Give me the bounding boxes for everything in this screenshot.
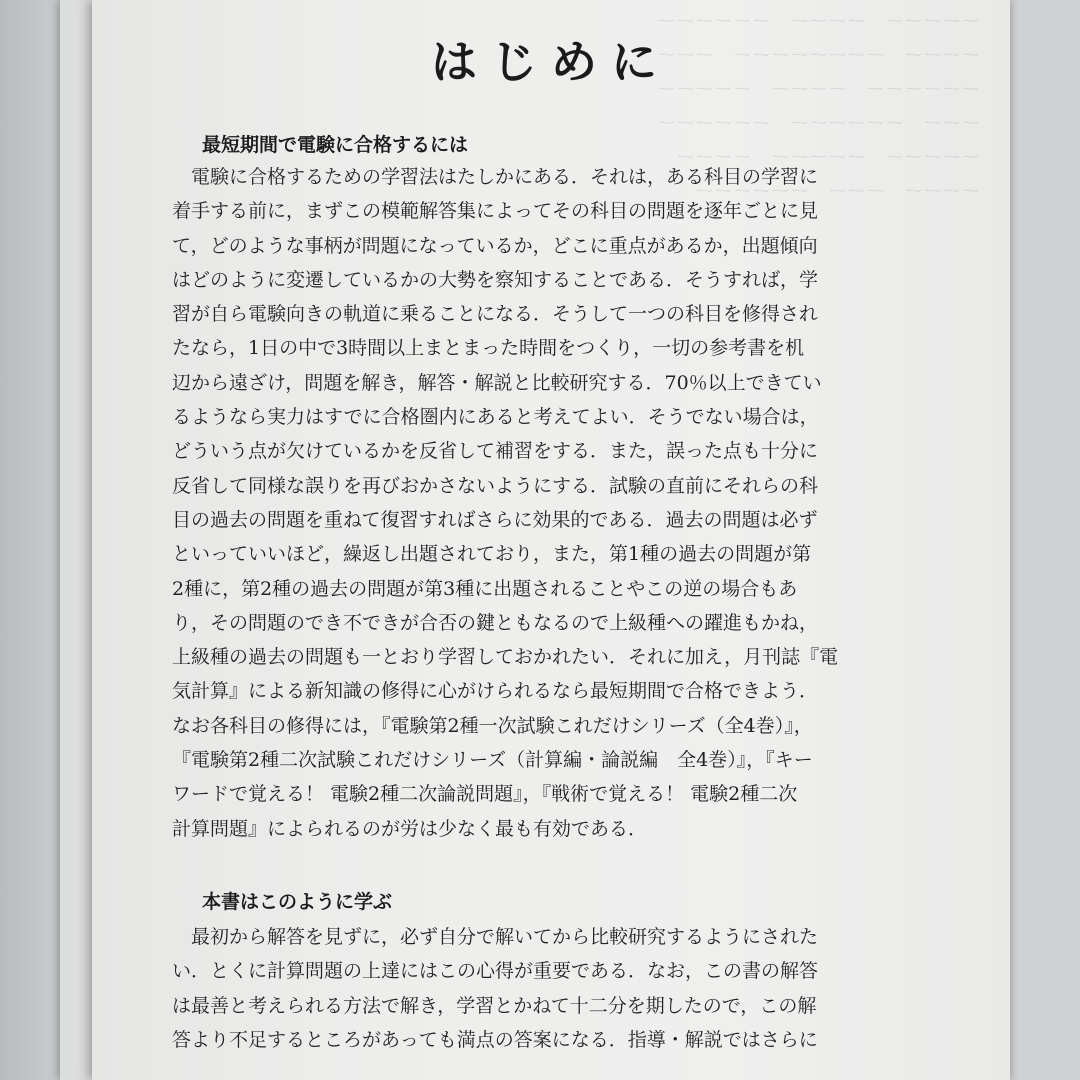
- text-line: 2種に，第2種の過去の問題が第3種に出題されることやこの逆の場合もあ: [172, 577, 798, 600]
- text-line: は最善と考えられる方法で解き，学習とかねて十二分を期したので，この解: [172, 994, 817, 1017]
- text-line: といっていいほど，繰返し出題されており，また，第1種の過去の問題が第: [172, 543, 812, 566]
- book-page: [92, 0, 1010, 1080]
- text-line: 電験に合格するための学習法はたしかにある．それは，ある科目の学習に: [191, 166, 819, 188]
- text-line: たなら，1日の中で3時間以上まとまった時間をつくり，一切の参考書を机: [172, 337, 805, 360]
- text-line: るようなら実力はすでに合格圏内にあると考えてよい．そうでない場合は，: [172, 406, 819, 429]
- text-line: 目の過去の問題を重ねて復習すればさらに効果的である．過去の問題は必ず: [172, 508, 818, 531]
- text-line: り，その問題のでき不できが合否の鍵ともなるので上級種への躍進もかね，: [172, 611, 819, 634]
- text-line: ワードで覚える！ 電験2種二次論説問題』，『戦術で覚える！ 電験2種二次: [172, 783, 798, 806]
- text-line: 習が自ら電験向きの軌道に乗ることになる．そうして一つの科目を修得され: [172, 303, 819, 326]
- text-line: 上級種の過去の問題も一とおり学習しておかれたい．それに加え，月刊誌『電: [172, 646, 839, 669]
- text-line: 辺から遠ざけ，問題を解き，解答・解説と比較研究する．70％以上できてい: [172, 371, 822, 394]
- text-line: 反省して同様な誤りを再びおかさないようにする．試験の直前にそれらの科: [172, 474, 819, 497]
- section-body-how-to-study: [172, 920, 902, 1057]
- section-heading-fastest-pass: 最短期間で電験に合格するには: [202, 134, 469, 156]
- text-line: どういう点が欠けているかを反省して補習をする．また，誤った点も十分に: [172, 440, 819, 463]
- text-line: い．とくに計算問題の上達にはこの心得が重要である．なお，この書の解答: [172, 960, 819, 983]
- text-line: はどのように変遷しているかの大勢を察知することである．そうすれば，学: [172, 268, 819, 291]
- text-line: 気計算』による新知識の修得に心がけられるなら最短期間で合格できよう．: [172, 680, 819, 703]
- text-line: 着手する前に，まずこの模範解答集によってその科目の問題を逐年ごとに見: [172, 200, 819, 223]
- text-line: 答より不足するところがあっても満点の答案になる．指導・解説ではさらに: [172, 1028, 818, 1051]
- text-line: なお各科目の修得には，『電験第2種一次試験これだけシリーズ（全4巻）』，: [172, 714, 813, 737]
- page-title: はじめに: [431, 35, 671, 89]
- section-body-fastest-pass: [172, 160, 902, 846]
- text-line: 計算問題』によられるのが労は少なく最も有効である．: [172, 817, 648, 840]
- bleed-through-text: ーーーーー ーーーー ーーーーーー ーーーー ーーーーーーーー ーーー ーーーーーー ーーーー ーーーーー ーーー ーーーーーー ーーーーーー ーーーーー ーーーーー ーーーー ーーーー ーーー ーーーーーー: [656, 10, 980, 202]
- text-line: 最初から解答を見ずに，必ず自分で解いてから比較研究するようにされた: [191, 926, 819, 948]
- section-heading-how-to-study: 本書はこのように学ぶ: [202, 891, 393, 913]
- text-line: 『電験第2種二次試験これだけシリーズ（計算編・論説編 全4巻）』，『キー: [172, 749, 813, 772]
- text-line: て，どのような事柄が問題になっているか，どこに重点があるか，出題傾向: [172, 234, 818, 257]
